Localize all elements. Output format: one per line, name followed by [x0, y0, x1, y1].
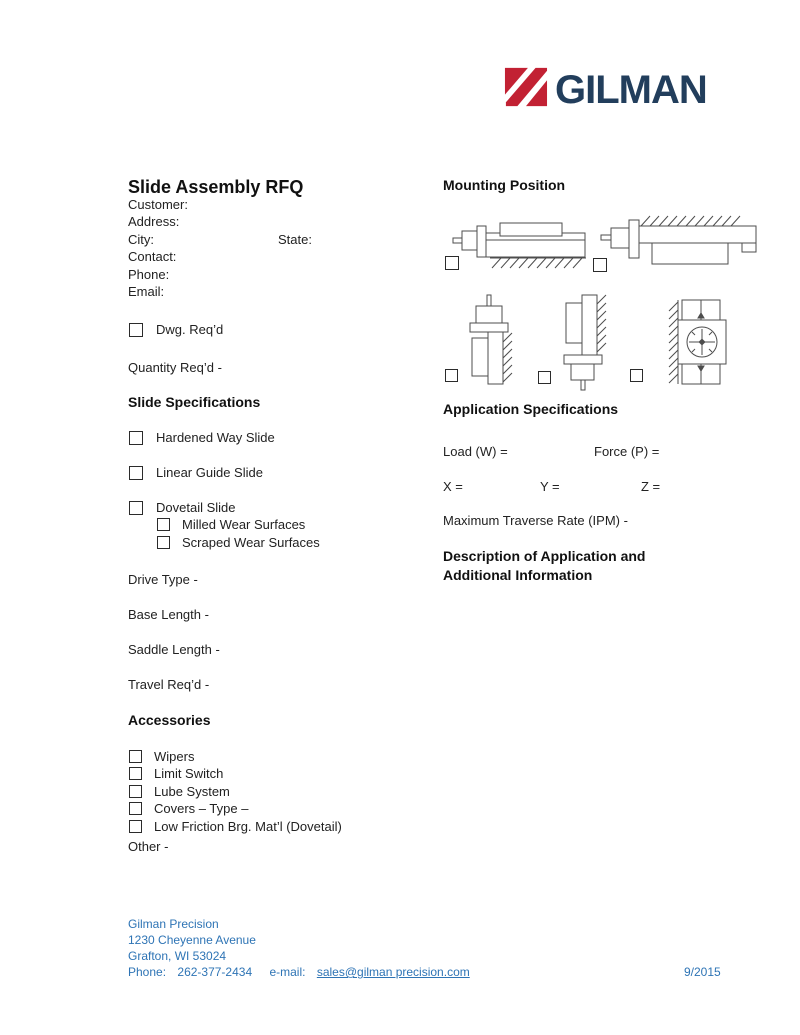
footer-email-link[interactable]: sales@gilman precision.com [316, 965, 470, 979]
covers-label: Covers – Type – [154, 801, 249, 816]
limit-switch-checkbox[interactable] [129, 767, 142, 780]
phone-label: Phone: [128, 267, 170, 282]
milled-wear-surfaces-row [157, 517, 305, 532]
mounting-vertical-up-checkbox[interactable] [445, 369, 458, 382]
covers-row [129, 801, 248, 816]
mounting-drawing-vertical-motor-up [462, 294, 520, 388]
address-label: Address: [128, 214, 180, 229]
wipers-label: Wipers [154, 749, 195, 764]
linear-guide-slide-row [129, 465, 263, 480]
mounting-drawing-vertical-motor-down [556, 292, 614, 392]
email-label: Email: [128, 284, 165, 299]
hardened-way-slide-label: Hardened Way Slide [156, 430, 275, 445]
description-heading-line2: Additional Information [443, 567, 593, 583]
description-heading [443, 547, 646, 585]
dwg-reqd-label: Dwg. Req’d [156, 322, 224, 337]
mounting-drawing-horizontal-floor [452, 218, 587, 270]
footer-contact-line [128, 964, 470, 980]
mounting-position-heading: Mounting Position [443, 177, 566, 193]
z-label: Z = [641, 479, 661, 494]
low-friction-checkbox[interactable] [129, 820, 142, 833]
dovetail-slide-label: Dovetail Slide [156, 500, 236, 515]
gilman-logo [504, 66, 707, 113]
load-label: Load (W) = [443, 444, 508, 459]
dwg-reqd-checkbox[interactable] [129, 323, 143, 337]
gilman-logo-icon [504, 66, 548, 113]
mounting-drawing-end-view [664, 298, 746, 386]
traverse-rate-label: Maximum Traverse Rate (IPM) - [443, 513, 628, 528]
wipers-checkbox[interactable] [129, 750, 142, 763]
lube-system-row [129, 784, 230, 799]
milled-wear-surfaces-label: Milled Wear Surfaces [182, 517, 306, 532]
gilman-logo-wordmark: GILMAN [555, 67, 707, 112]
mounting-end-view-checkbox[interactable] [630, 369, 643, 382]
footer-company: Gilman Precision [128, 917, 219, 931]
other-label: Other - [128, 839, 169, 854]
drive-type-label: Drive Type - [128, 572, 198, 587]
contact-label: Contact: [128, 249, 177, 264]
milled-wear-surfaces-checkbox[interactable] [157, 518, 170, 531]
footer-email-label: e-mail: [269, 965, 306, 979]
low-friction-row [129, 819, 342, 834]
mounting-drawing-horizontal-ceiling [596, 214, 764, 272]
mounting-floor-checkbox[interactable] [445, 256, 459, 270]
limit-switch-label: Limit Switch [154, 766, 224, 781]
dovetail-slide-row [129, 500, 236, 515]
scraped-wear-surfaces-checkbox[interactable] [157, 536, 170, 549]
customer-label: Customer: [128, 197, 188, 212]
low-friction-label: Low Friction Brg. Mat’l (Dovetail) [154, 819, 342, 834]
mounting-ceiling-checkbox[interactable] [593, 258, 607, 272]
footer-street: 1230 Cheyenne Avenue [128, 933, 256, 947]
saddle-length-label: Saddle Length - [128, 642, 220, 657]
state-label: State: [278, 232, 312, 247]
hardened-way-slide-checkbox[interactable] [129, 431, 143, 445]
footer-phone-label: Phone: [128, 965, 167, 979]
force-label: Force (P) = [594, 444, 660, 459]
footer-phone-number: 262-377-2434 [177, 965, 253, 979]
slide-specifications-heading: Slide Specifications [128, 394, 261, 410]
covers-checkbox[interactable] [129, 802, 142, 815]
page-title: Slide Assembly RFQ [128, 177, 304, 197]
quantity-reqd-label: Quantity Req’d - [128, 360, 222, 375]
application-specifications-heading: Application Specifications [443, 401, 619, 417]
dovetail-slide-checkbox[interactable] [129, 501, 143, 515]
travel-reqd-label: Travel Req’d - [128, 677, 210, 692]
description-heading-line1: Description of Application and [443, 548, 646, 564]
x-label: X = [443, 479, 463, 494]
city-label: City: [128, 232, 154, 247]
mounting-vertical-down-checkbox[interactable] [538, 371, 551, 384]
scraped-wear-surfaces-row [157, 535, 320, 550]
dwg-reqd-row [129, 322, 223, 337]
accessories-heading: Accessories [128, 712, 211, 728]
linear-guide-slide-label: Linear Guide Slide [156, 465, 263, 480]
hardened-way-slide-row [129, 430, 275, 445]
footer-date: 9/2015 [684, 965, 721, 979]
limit-switch-row [129, 766, 223, 781]
wipers-row [129, 749, 194, 764]
linear-guide-slide-checkbox[interactable] [129, 466, 143, 480]
scraped-wear-surfaces-label: Scraped Wear Surfaces [182, 535, 320, 550]
base-length-label: Base Length - [128, 607, 209, 622]
lube-system-checkbox[interactable] [129, 785, 142, 798]
footer-city-state-zip: Grafton, WI 53024 [128, 949, 227, 963]
y-label: Y = [540, 479, 560, 494]
lube-system-label: Lube System [154, 784, 230, 799]
